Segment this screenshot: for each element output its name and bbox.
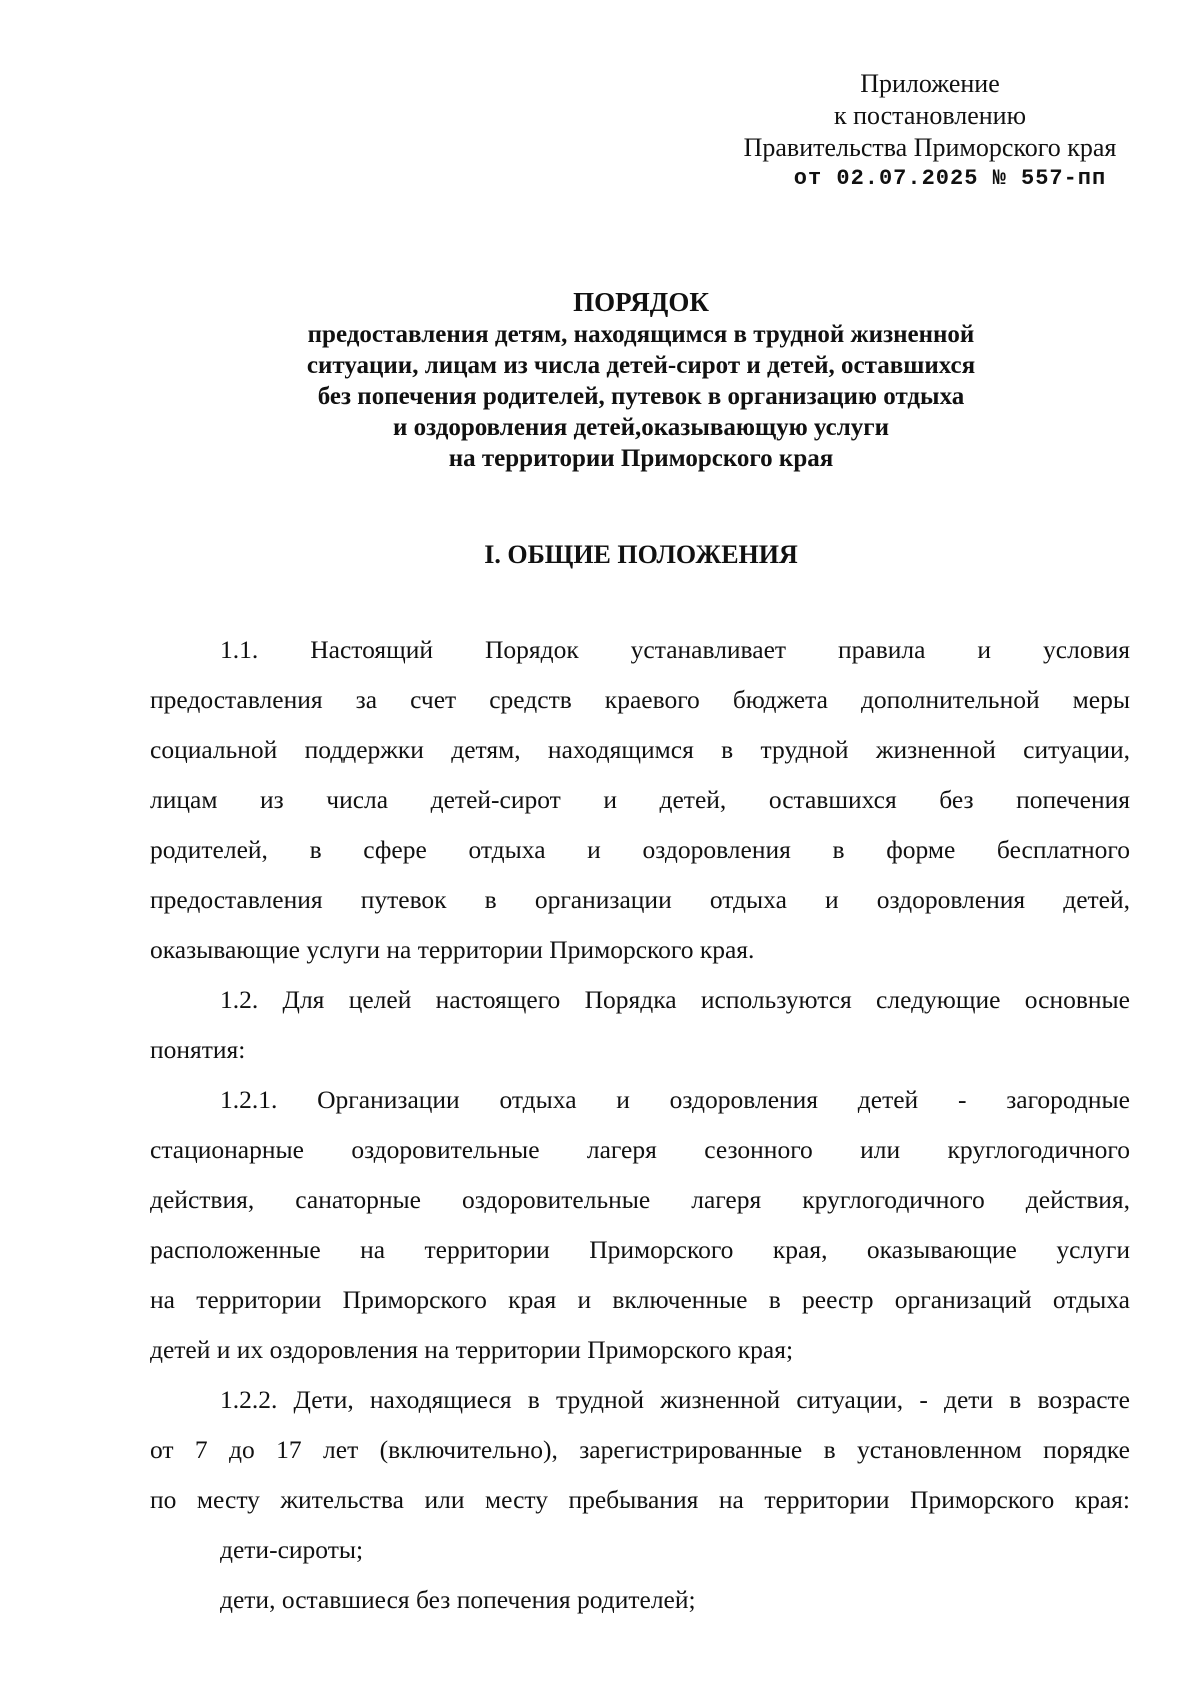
title-line: и оздоровления детей,оказывающую услуги — [392, 414, 890, 441]
body-line: расположенные на территории Приморского края, оказывающие услуги — [150, 1235, 1130, 1264]
body-line: предоставления за счет средств краевого бюджета дополнительной меры — [150, 685, 1130, 714]
body-line: на территории Приморского края и включенные в реестр организаций отдыха — [150, 1285, 1130, 1314]
paragraph-1-1-first-line: 1.1. Настоящий Порядок устанавливает правила и условия — [220, 635, 1130, 664]
body-line: по месту жительства или месту пребывания на территории Приморского края: — [150, 1485, 1130, 1514]
paragraph-1-2-1-first-line: 1.2.1. Организации отдыха и оздоровления детей - загородные — [220, 1085, 1130, 1114]
body-line: детей и их оздоровления на территории Приморского края; — [150, 1335, 794, 1364]
body-line: родителей, в сфере отдыха и оздоровления в форме бесплатного — [150, 835, 1130, 864]
body-line: предоставления путевок в организации отдыха и оздоровления детей, — [150, 885, 1130, 914]
body-line: социальной поддержки детям, находящимся в трудной жизненной ситуации, — [150, 735, 1130, 764]
list-item: дети-сироты; — [220, 1535, 364, 1564]
appendix-reference: к постановлению — [833, 101, 1027, 130]
body-text — [150, 625, 1130, 1625]
body-line: оказывающие услуги на территории Приморского края. — [150, 935, 755, 964]
title-line: на территории Приморского края — [448, 445, 834, 472]
title-line: без попечения родителей, путевок в организацию отдыха — [317, 383, 965, 410]
appendix-label: Приложение — [860, 69, 1000, 98]
resolution-date-number: от 02.07.2025 № 557-пп — [793, 166, 1107, 191]
title-line: предоставления детям, находящимся в трудной жизненной — [307, 321, 975, 348]
appendix-header — [720, 68, 1140, 194]
body-line: от 7 до 17 лет (включительно), зарегистрированные в установленном порядке — [150, 1435, 1130, 1464]
body-line: стационарные оздоровительные лагеря сезонного или круглогодичного — [150, 1135, 1130, 1164]
paragraph-1-2-2-first-line: 1.2.2. Дети, находящиеся в трудной жизненной ситуации, - дети в возрасте — [220, 1385, 1130, 1414]
section-heading: I. ОБЩИЕ ПОЛОЖЕНИЯ — [484, 540, 798, 569]
body-line: понятия: — [150, 1035, 246, 1064]
list-item: дети, оставшиеся без попечения родителей; — [220, 1585, 696, 1614]
title-heading: ПОРЯДОК — [573, 287, 709, 317]
paragraph-1-2-first-line: 1.2. Для целей настоящего Порядка используются следующие основные — [220, 985, 1130, 1014]
document-title — [150, 285, 1132, 474]
body-line: лицам из числа детей-сирот и детей, оставшихся без попечения — [150, 785, 1130, 814]
title-line: ситуации, лицам из числа детей-сирот и детей, оставшихся — [306, 352, 976, 379]
appendix-authority: Правительства Приморского края — [743, 133, 1117, 162]
body-line: действия, санаторные оздоровительные лагеря круглогодичного действия, — [150, 1185, 1130, 1214]
